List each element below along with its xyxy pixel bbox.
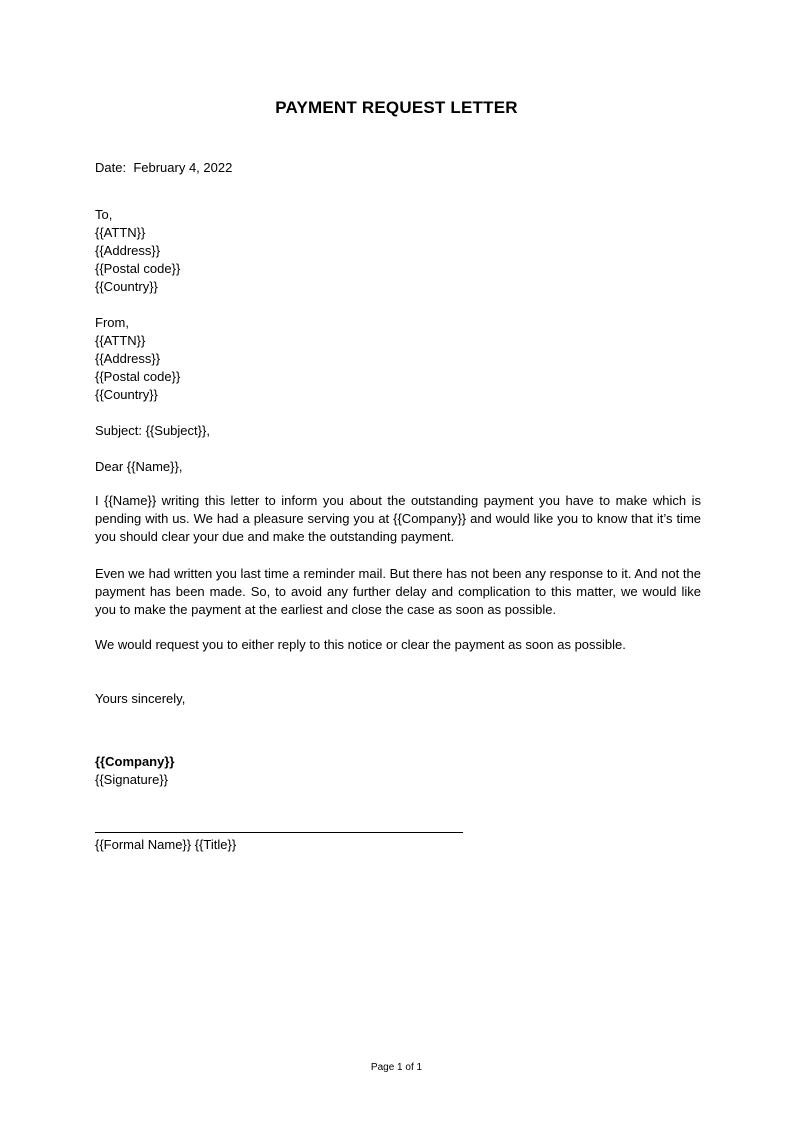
signature-line	[95, 832, 463, 833]
sender-address-block	[95, 314, 701, 404]
from-attn: {{ATTN}}	[95, 333, 146, 348]
date-label: Date:	[95, 160, 127, 175]
to-country: {{Country}}	[95, 279, 158, 294]
body-paragraph-1: I {{Name}} writing this letter to inform you about the outstanding payment you have to make which is pending with us. We had a pleasure serving you at {{Company}} and would like you to know that it’s time you should clear your due and make the outstanding payment.	[95, 493, 701, 544]
to-attn: {{ATTN}}	[95, 225, 146, 240]
date-value: February 4, 2022	[133, 160, 233, 175]
subject-line: Subject: {{Subject}},	[95, 423, 210, 438]
from-country: {{Country}}	[95, 387, 158, 402]
date-line	[95, 159, 701, 177]
greeting: Dear {{Name}},	[95, 459, 183, 474]
recipient-address-block	[95, 206, 701, 296]
to-postal-code: {{Postal code}}	[95, 261, 181, 276]
page-title: PAYMENT REQUEST LETTER	[275, 98, 518, 117]
page-footer: Page 1 of 1	[370, 1062, 423, 1073]
formal-name-title: {{Formal Name}} {{Title}}	[95, 837, 237, 852]
company-name: {{Company}}	[95, 754, 175, 769]
body-paragraph-3: We would request you to either reply to this notice or clear the payment as soon as possible.	[95, 637, 626, 652]
to-heading: To,	[95, 207, 113, 222]
from-address: {{Address}}	[95, 351, 161, 366]
closing: Yours sincerely,	[95, 691, 186, 706]
from-heading: From,	[95, 315, 129, 330]
body-paragraph-2: Even we had written you last time a reminder mail. But there has not been any response to it. And not the payment has been made. So, to avoid any further delay and complication to this matter, we would like you to make the payment at the earliest and close the case as soon as possible.	[95, 566, 701, 617]
signature-placeholder: {{Signature}}	[95, 772, 169, 787]
to-address: {{Address}}	[95, 243, 161, 258]
from-postal-code: {{Postal code}}	[95, 369, 181, 384]
